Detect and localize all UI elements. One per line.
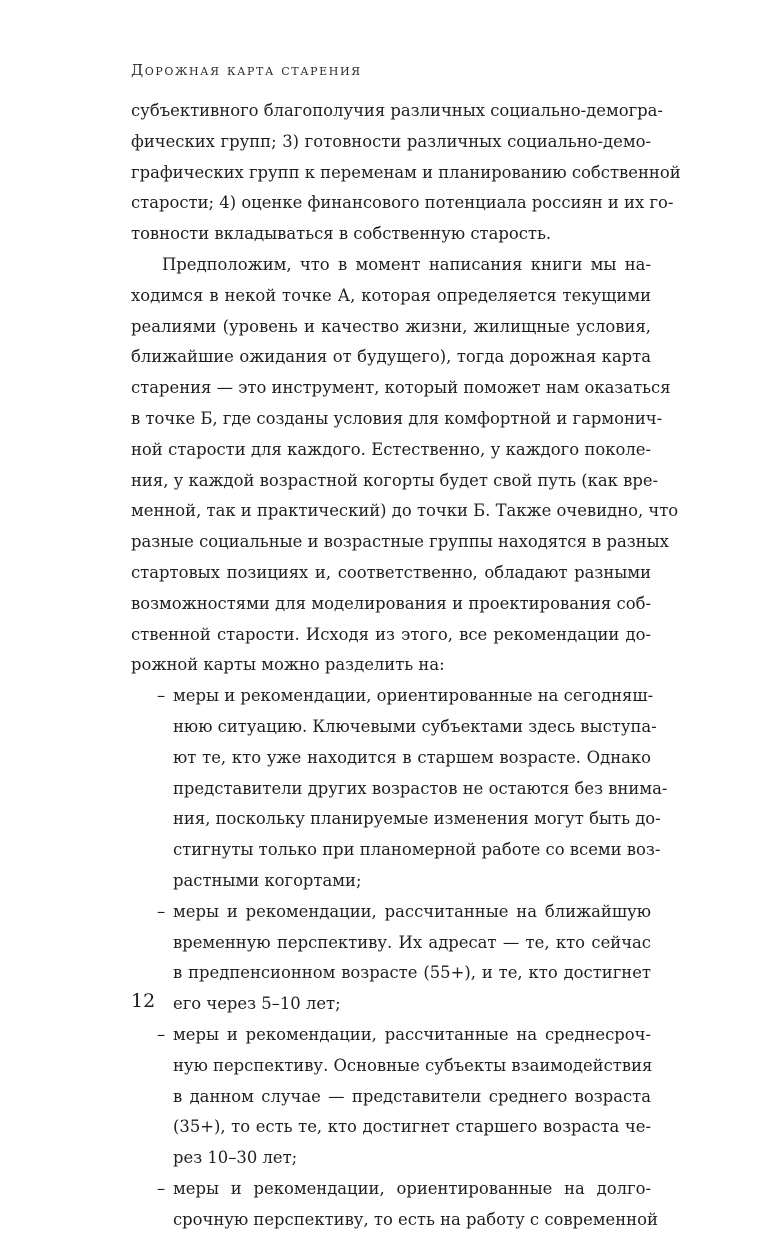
text-line: ной старости для каждого. Естественно, у каждого поколе-	[131, 439, 651, 459]
list-line: срочную перспективу, то есть на работу с современной	[173, 1209, 658, 1229]
list-line: ную перспективу. Основные субъекты взаимодействия	[173, 1055, 653, 1075]
list-line	[131, 1020, 651, 1051]
list-line: стигнуты только при планомерной работе со всеми воз-	[173, 840, 661, 860]
list-line: (35+), то есть те, кто достигнет старшего возраста че-	[173, 1117, 651, 1137]
list-line: рез 10–30 лет;	[173, 1148, 298, 1168]
list-line: растными когортами;	[173, 870, 362, 890]
list-item	[131, 1020, 651, 1174]
list-line	[131, 1174, 651, 1205]
text-line: старости; 4) оценке финансового потенциала россиян и их го-	[131, 193, 674, 213]
list-line-text: меры и рекомендации, рассчитанные на ближайшую	[173, 901, 651, 921]
text-line: ния, у каждой возрастной когорты будет свой путь (как вре-	[131, 470, 659, 490]
list-item	[131, 681, 668, 897]
paragraph-2	[131, 250, 679, 681]
text-line: ходимся в некой точке А, которая определяется текущими	[131, 285, 651, 305]
list-item	[131, 897, 651, 1020]
text-line: менной, так и практический) до точки Б. Также очевидно, что	[131, 501, 679, 521]
text-line: Предположим, что в момент написания книги мы на-	[162, 254, 651, 274]
text-line: в точке Б, где созданы условия для комфортной и гармонич-	[131, 408, 663, 428]
list-line	[131, 897, 651, 928]
list-line-text: меры и рекомендации, ориентированные на долго-	[173, 1178, 651, 1198]
list-item	[131, 1174, 658, 1235]
list-line-text: меры и рекомендации, рассчитанные на среднесроч-	[173, 1024, 651, 1044]
text-line: ственной старости. Исходя из этого, все рекомендации до-	[131, 624, 651, 644]
dash-bullet: –	[157, 1024, 166, 1044]
text-line: фических групп; 3) готовности различных социально-демо-	[131, 131, 651, 151]
text-line: ближайшие ожидания от будущего), тогда дорожная карта	[131, 347, 651, 367]
list-line: в данном случае — представители среднего возраста	[173, 1086, 651, 1106]
text-line: возможностями для моделирования и проектирования соб-	[131, 593, 651, 613]
text-line: разные социальные и возрастные группы находятся в разных	[131, 532, 669, 552]
dash-bullet: –	[157, 686, 166, 706]
page-number: 12	[131, 990, 156, 1012]
text-line: старения — это инструмент, который поможет нам оказаться	[131, 378, 671, 398]
text-line: графических групп к переменам и планированию собственной	[131, 162, 681, 182]
list-line: нюю ситуацию. Ключевыми субъектами здесь выступа-	[173, 716, 657, 736]
list-line: ют те, кто уже находится в старшем возрасте. Однако	[173, 747, 651, 767]
list-line: в предпенсионном возрасте (55+), и те, кто достигнет	[173, 963, 651, 983]
list-line: ния, поскольку планируемые изменения могут быть до-	[173, 809, 661, 829]
running-header: Дорожная карта старения	[131, 61, 362, 79]
paragraph-1	[131, 96, 681, 250]
dash-bullet: –	[157, 1178, 166, 1198]
list-line: представители других возрастов не остаются без внима-	[173, 778, 668, 798]
text-line: субъективного благополучия различных социально-демогра-	[131, 101, 663, 120]
list-line: временную перспективу. Их адресат — те, кто сейчас	[173, 932, 651, 952]
body-text	[131, 96, 681, 1235]
dash-bullet: –	[157, 901, 166, 921]
recommendation-list	[131, 681, 668, 1235]
list-line: его через 5–10 лет;	[173, 994, 341, 1014]
text-line: рожной карты можно разделить на:	[131, 655, 445, 675]
text-line: реалиями (уровень и качество жизни, жилищные условия,	[131, 316, 651, 336]
list-line-text: меры и рекомендации, ориентированные на сегодняш-	[173, 686, 654, 706]
text-line: стартовых позициях и, соответственно, обладают разными	[131, 562, 651, 582]
text-line: товности вкладываться в собственную старость.	[131, 224, 552, 244]
list-line	[131, 681, 654, 712]
